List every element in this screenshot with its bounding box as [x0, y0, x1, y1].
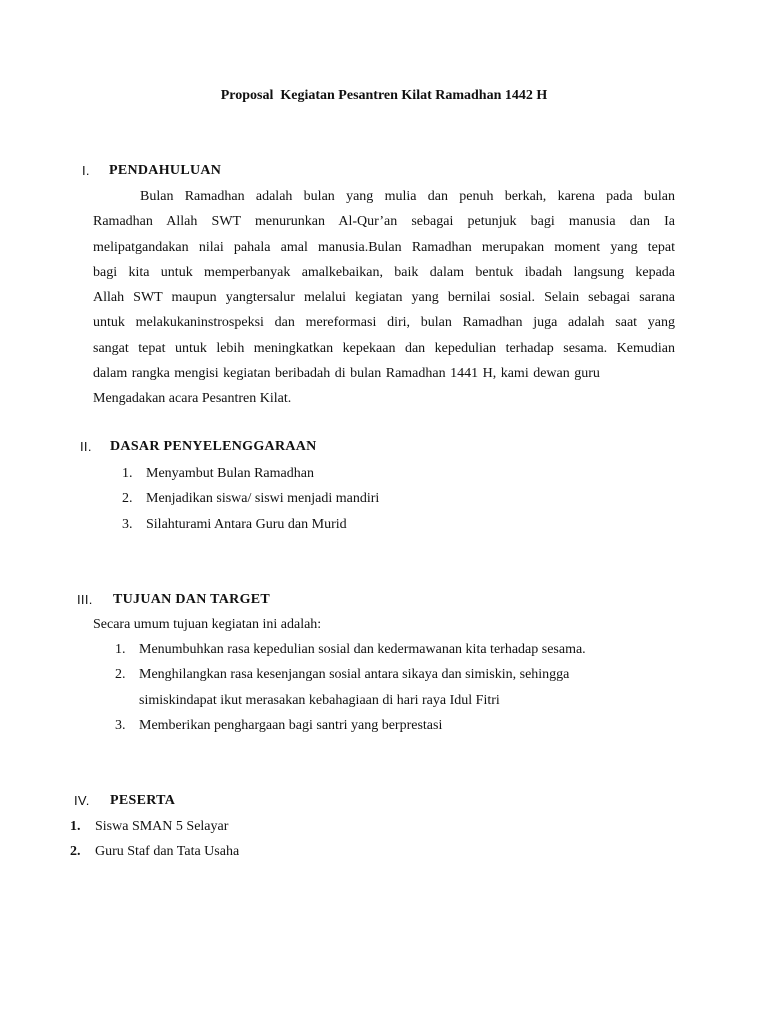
list-item: 1. Menumbuhkan rasa kepedulian sosial dan kedermawanan kita terhadap sesama. [115, 642, 586, 657]
paragraph-line: Ramadhan Allah SWT menurunkan Al-Qur’an sebagai petunjuk bagi manusia dan Ia [93, 214, 675, 230]
paragraph-line: bagi kita untuk memperbanyak amalkebaikan, baik dalam bentuk ibadah langsung kepada [93, 264, 675, 280]
paragraph-line: sangat tepat untuk lebih meningkatkan kepekaan dan kepedulian terhadap sesama. Kemudian [93, 340, 675, 356]
section-title: DASAR PENYELENGGARAAN [110, 439, 317, 454]
tujuan-list [115, 637, 586, 738]
section-title: TUJUAN DAN TARGET [113, 592, 271, 607]
paragraph-line: Mengadakan acara Pesantren Kilat. [93, 391, 292, 407]
list-item: 1. Siswa SMAN 5 Selayar [70, 819, 229, 834]
section-title: PENDAHULUAN [109, 163, 222, 178]
paragraph-line: untuk melakukaninstrospeksi dan mereformasi diri, bulan Ramadhan juga adalah saat yang [93, 315, 675, 331]
list-item: 2. Menghilangkan rasa kesenjangan sosial antara sikaya dan simiskin, sehingga simiskindapat ikut merasakan kebahagiaan di hari raya Idul Fitri [115, 667, 570, 708]
pendahuluan-paragraph [93, 184, 675, 412]
peserta-list [70, 814, 239, 865]
list-item: 1. Menyambut Bulan Ramadhan [122, 466, 314, 481]
section-title: PESERTA [110, 793, 176, 808]
document-title: Proposal Kegiatan Pesantren Kilat Ramadhan 1442 H [220, 88, 548, 103]
paragraph-line: melipatgandakan nilai pahala amal manusia.Bulan Ramadhan merupakan moment yang tepat [93, 239, 675, 255]
list-item: 2. Menjadikan siswa/ siswi menjadi mandiri [122, 491, 380, 507]
list-item: 2. Guru Staf dan Tata Usaha [70, 844, 240, 860]
paragraph-line: Bulan Ramadhan adalah bulan yang mulia dan penuh berkah, karena pada bulan [140, 189, 675, 204]
paragraph-line: dalam rangka mengisi kegiatan beribadah di bulan Ramadhan 1441 H, kami dewan guru [93, 366, 600, 382]
dasar-list [122, 461, 379, 537]
section-numeral: II. [80, 439, 92, 454]
list-item: 3. Silahturami Antara Guru dan Murid [122, 516, 347, 532]
section-numeral: III. [77, 592, 93, 607]
paragraph-line: Allah SWT maupun yangtersalur melalui kegiatan yang bernilai sosial. Selain sebagai sarana [93, 290, 675, 306]
section-numeral: I. [82, 163, 90, 178]
section-numeral: IV. [74, 793, 90, 808]
list-item: 3. Memberikan penghargaan bagi santri yang berprestasi [115, 717, 443, 733]
tujuan-intro: Secara umum tujuan kegiatan ini adalah: [93, 617, 322, 632]
